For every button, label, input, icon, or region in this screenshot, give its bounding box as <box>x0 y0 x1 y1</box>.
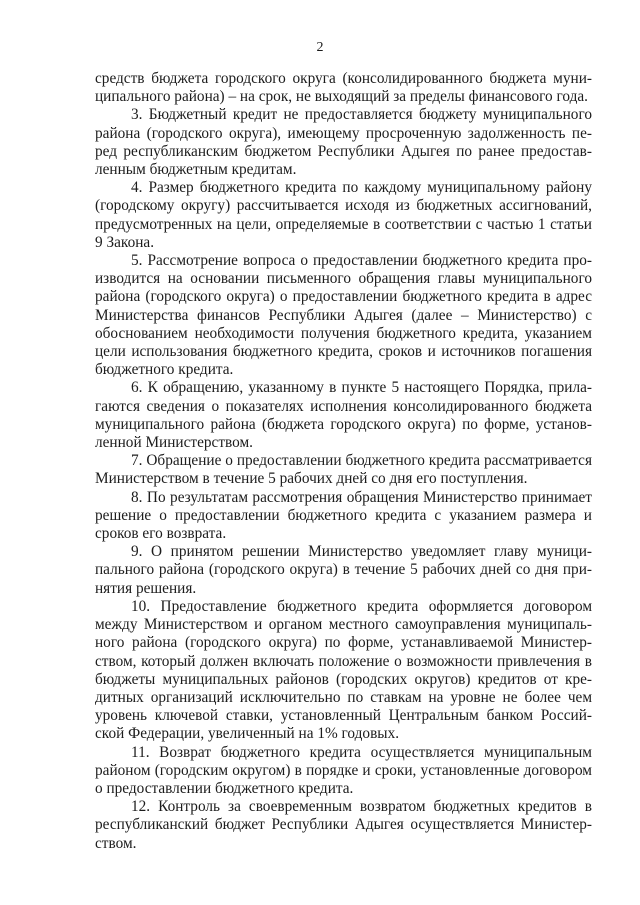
paragraph-item-12: 12. Контроль за своевременным возвратом бюджетных кредитов в республиканский бюджет Республики Адыгея осуществляется Министерством. <box>95 798 592 852</box>
page-number: 2 <box>316 40 324 55</box>
paragraph-item-8: 8. По результатам рассмотрения обращения Министерство принимает решение о предоставлении бюджетного кредита с указанием размера и сроков его возврата. <box>95 488 592 543</box>
paragraph-item-5: 5. Рассмотрение вопроса о предоставлении бюджетного кредита производится на основании письменного обращения главы муниципального района (городского округа) о предоставлении бюджетного кредита в адрес Министерства финансов Республики Адыгея (далее – Министерство) с обоснованием необходимости получения бюджетного кредита, указанием цели использования бюджетного кредита, сроков и источников погашения бюджетного кредита. <box>95 252 592 379</box>
paragraph-item-3: 3. Бюджетный кредит не предоставляется бюджету муниципального района (городского округа), имеющему просроченную задолженность перед республиканским бюджетом Республики Адыгея по ранее предоставленным бюджетным кредитам. <box>95 106 592 179</box>
paragraph-item-9: 9. О принятом решении Министерство уведомляет главу муниципального района (городского округа) в течение 5 рабочих дней со дня принятия решения. <box>95 543 592 597</box>
paragraph-continuation: средств бюджета городского округа (консолидированного бюджета муниципального района) – на срок, не выходящий за пределы финансового года. <box>95 70 592 106</box>
paragraph-item-7: 7. Обращение о предоставлении бюджетного кредита рассматривается Министерством в течение 5 рабочих дней со дня его поступления. <box>95 452 592 488</box>
document-body <box>95 70 592 853</box>
paragraph-item-6: 6. К обращению, указанному в пункте 5 настоящего Порядка, прилагаются сведения о показателях исполнения консолидированного бюджета муниципального района (бюджета городского округа) по форме, установленной Министерством. <box>95 379 592 452</box>
paragraph-item-10: 10. Предоставление бюджетного кредита оформляется договором между Министерством и органом местного самоуправления муниципального района (городского округа) по форме, устанавливаемой Министерством, который должен включать положение о возможности привлечения в бюджеты муниципальных районов (городских округов) кредитов от кредитных организаций исключительно по ставкам на уровне не более чем уровень ключевой ставки, установленный Центральным банком Российской Федерации, увеличенный на 1% годовых. <box>95 597 592 743</box>
paragraph-item-4: 4. Размер бюджетного кредита по каждому муниципальному району (городскому округу) рассчитывается исходя из бюджетных ассигнований, предусмотренных на цели, определяемые в соответствии с частью 1 статьи 9 Закона. <box>95 179 592 251</box>
paragraph-item-11: 11. Возврат бюджетного кредита осуществляется муниципальным районом (городским округом) в порядке и сроки, установленные договором о предоставлении бюджетного кредита. <box>95 743 592 797</box>
